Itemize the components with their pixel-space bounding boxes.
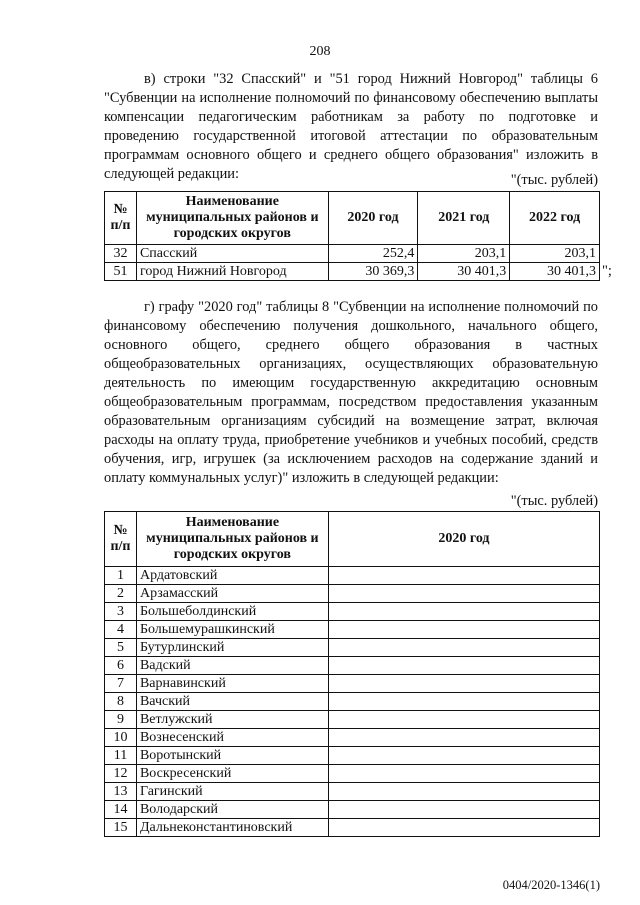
table-row	[105, 711, 600, 729]
row-value-2020	[328, 729, 599, 747]
unit-label-table8: "(тыс. рублей)	[510, 493, 598, 509]
table-header-row	[105, 192, 600, 245]
col-header-2020: 2020 год	[328, 192, 418, 245]
table-row	[105, 801, 600, 819]
row-value-2020: 30 369,3	[328, 263, 418, 281]
table-row	[105, 783, 600, 801]
row-num: 3	[105, 603, 137, 621]
row-num: 2	[105, 585, 137, 603]
table-row	[105, 675, 600, 693]
table-row	[105, 729, 600, 747]
row-value-2020	[328, 711, 599, 729]
row-name: Бутурлинский	[136, 639, 328, 657]
row-num: 8	[105, 693, 137, 711]
row-num: 14	[105, 801, 137, 819]
row-value-2022: 203,1	[510, 245, 600, 263]
row-num: 7	[105, 675, 137, 693]
table-8	[104, 511, 600, 837]
document-code: 0404/2020-1346(1)	[502, 878, 600, 892]
row-num: 15	[105, 819, 137, 837]
col-header-2021: 2021 год	[418, 192, 510, 245]
row-value-2020	[328, 621, 599, 639]
table6-closing-quote: ";	[602, 263, 612, 279]
col-header-2022: 2022 год	[510, 192, 600, 245]
row-num: 5	[105, 639, 137, 657]
row-value-2020	[328, 783, 599, 801]
row-value-2020	[328, 693, 599, 711]
table-header-row	[105, 512, 600, 567]
col-header-num: № п/п	[105, 192, 137, 245]
row-name: Вадский	[136, 657, 328, 675]
row-name: Воскресенский	[136, 765, 328, 783]
row-num: 10	[105, 729, 137, 747]
table-row	[105, 765, 600, 783]
row-name: Спасский	[136, 245, 328, 263]
row-value-2020	[328, 819, 599, 837]
row-value-2021: 203,1	[418, 245, 510, 263]
row-name: Воротынский	[136, 747, 328, 765]
row-value-2022: 30 401,3	[510, 263, 600, 281]
row-name: Володарский	[136, 801, 328, 819]
table-row	[105, 747, 600, 765]
row-value-2020	[328, 603, 599, 621]
row-value-2020	[328, 675, 599, 693]
col-header-name: Наименование муниципальных районов и городских округов	[136, 512, 328, 567]
row-name: Большемурашкинский	[136, 621, 328, 639]
row-value-2020	[328, 747, 599, 765]
row-value-2021: 30 401,3	[418, 263, 510, 281]
table-row	[105, 819, 600, 837]
row-num: 6	[105, 657, 137, 675]
row-value-2020	[328, 657, 599, 675]
row-name: Вачский	[136, 693, 328, 711]
page-number: 208	[309, 44, 331, 59]
row-value-2020	[328, 639, 599, 657]
row-num: 32	[105, 245, 137, 263]
table-6	[104, 191, 600, 281]
row-num: 12	[105, 765, 137, 783]
row-name: Ардатовский	[136, 567, 328, 585]
row-name: Варнавинский	[136, 675, 328, 693]
table-row	[105, 657, 600, 675]
row-name: Арзамасский	[136, 585, 328, 603]
row-name: Гагинский	[136, 783, 328, 801]
table-row	[105, 585, 600, 603]
row-value-2020	[328, 765, 599, 783]
col-header-num: № п/п	[105, 512, 137, 567]
unit-label-table6: "(тыс. рублей)	[510, 172, 598, 188]
paragraph-g: г) графу "2020 год" таблицы 8 "Субвенции на исполнение полномочий по финансовому обеспечению получения дошкольного, начального общего, основного общего, среднего общего образования в частных общеобразовательных организациях, осуществляющих образовательную деятельность по имеющим государственную аккредитацию основным общеобразовательным программам, посредством предоставления указанным образовательным организациям субсидий на возмещение затрат, включая расходы на оплату труда, приобретение учебников и учебных пособий, средств обучения, игр, игрушек (за исключением расходов на содержание зданий и оплату коммунальных услуг)" изложить в следующей редакции:	[104, 299, 598, 486]
row-value-2020	[328, 585, 599, 603]
row-value-2020	[328, 801, 599, 819]
row-num: 1	[105, 567, 137, 585]
row-name: Большеболдинский	[136, 603, 328, 621]
row-name: Ветлужский	[136, 711, 328, 729]
col-header-name: Наименование муниципальных районов и городских округов	[136, 192, 328, 245]
paragraph-b: в) строки "32 Спасский" и "51 город Нижний Новгород" таблицы 6 "Субвенции на исполнение полномочий по финансовому обеспечению выплаты компенсации педагогическим работникам за работу по подготовке и проведению государственной итоговой аттестации по образовательным программам основного общего и среднего общего образования" изложить в следующей редакции:	[104, 71, 598, 182]
row-num: 51	[105, 263, 137, 281]
table-row	[105, 603, 600, 621]
row-num: 9	[105, 711, 137, 729]
table-row	[105, 567, 600, 585]
table-row	[105, 639, 600, 657]
table-row	[105, 693, 600, 711]
row-name: город Нижний Новгород	[136, 263, 328, 281]
row-name: Дальнеконстантиновский	[136, 819, 328, 837]
table-row	[105, 245, 600, 263]
col-header-2020: 2020 год	[328, 512, 599, 567]
row-value-2020: 252,4	[328, 245, 418, 263]
row-num: 4	[105, 621, 137, 639]
table-row	[105, 621, 600, 639]
row-name: Вознесенский	[136, 729, 328, 747]
row-num: 11	[105, 747, 137, 765]
row-value-2020	[328, 567, 599, 585]
row-num: 13	[105, 783, 137, 801]
table-row	[105, 263, 600, 281]
